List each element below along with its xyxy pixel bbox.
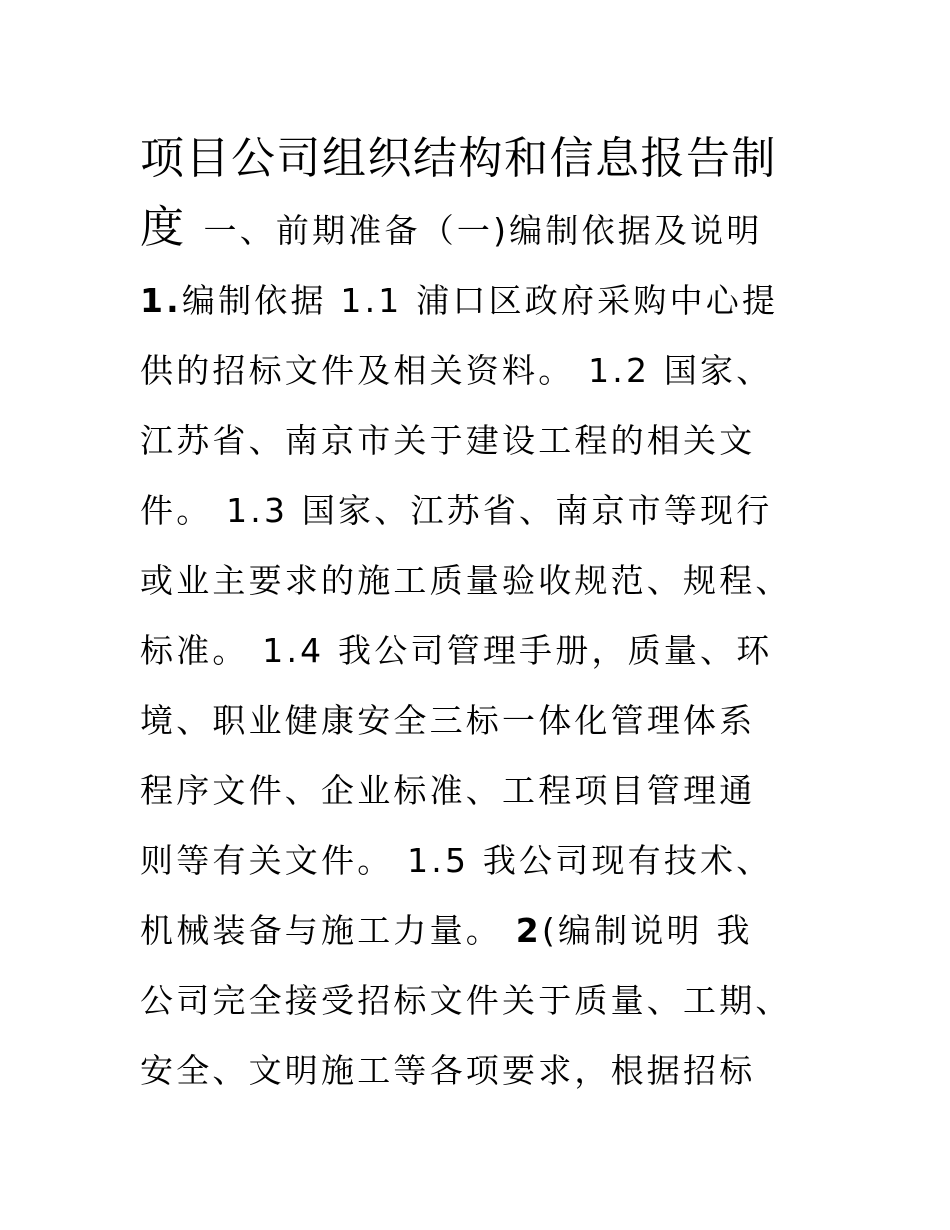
paragraph-text: 安全、文明施工等各项要求，根据招标 bbox=[140, 1051, 756, 1090]
document-body bbox=[140, 128, 810, 1106]
paragraph-text: 江苏省、南京市关于建设工程的相关文 bbox=[140, 421, 756, 460]
document-title-text: 项目公司组织结构和信息报告制 bbox=[140, 133, 777, 184]
paragraph-line bbox=[140, 266, 810, 336]
paragraph-text: (编制说明 我 bbox=[541, 911, 753, 950]
section-heading: 一、前期准备（一)编制依据及说明 bbox=[203, 211, 763, 250]
paragraph-text: 公司完全接受招标文件关于质量、工期、 bbox=[140, 981, 792, 1020]
paragraph-text: 件。 1.3 国家、江苏省、南京市等现行 bbox=[140, 491, 773, 530]
paragraph-text: 机械装备与施工力量。 bbox=[140, 911, 516, 950]
paragraph-line bbox=[140, 826, 810, 896]
paragraph-line bbox=[140, 686, 810, 756]
paragraph-text: 标准。 1.4 我公司管理手册，质量、环 bbox=[140, 631, 773, 670]
item-number: 2 bbox=[515, 911, 542, 950]
paragraph-text: 程序文件、企业标准、工程项目管理通 bbox=[140, 771, 756, 810]
paragraph-line bbox=[140, 756, 810, 826]
paragraph-line bbox=[140, 616, 810, 686]
paragraph-text: 供的招标文件及相关资料。 1.2 国家、 bbox=[140, 351, 773, 390]
paragraph-text: 则等有关文件。 1.5 我公司现有技术、 bbox=[140, 841, 773, 880]
paragraph-line bbox=[140, 896, 810, 966]
document-title-end: 度 bbox=[140, 202, 186, 253]
document-title-line-1 bbox=[140, 128, 810, 190]
item-number: 1. bbox=[140, 281, 182, 320]
paragraph-text: 境、职业健康安全三标一体化管理体系 bbox=[140, 701, 756, 740]
paragraph-line bbox=[140, 966, 810, 1036]
paragraph-line bbox=[140, 546, 810, 616]
paragraph-line bbox=[140, 336, 810, 406]
paragraph-line bbox=[140, 476, 810, 546]
paragraph-text: 编制依据 1.1 浦口区政府采购中心提 bbox=[181, 281, 779, 320]
paragraph-line bbox=[140, 406, 810, 476]
document-title-line-2 bbox=[140, 190, 810, 266]
paragraph-line bbox=[140, 1036, 810, 1106]
paragraph-text: 或业主要求的施工质量验收规范、规程、 bbox=[140, 561, 792, 600]
